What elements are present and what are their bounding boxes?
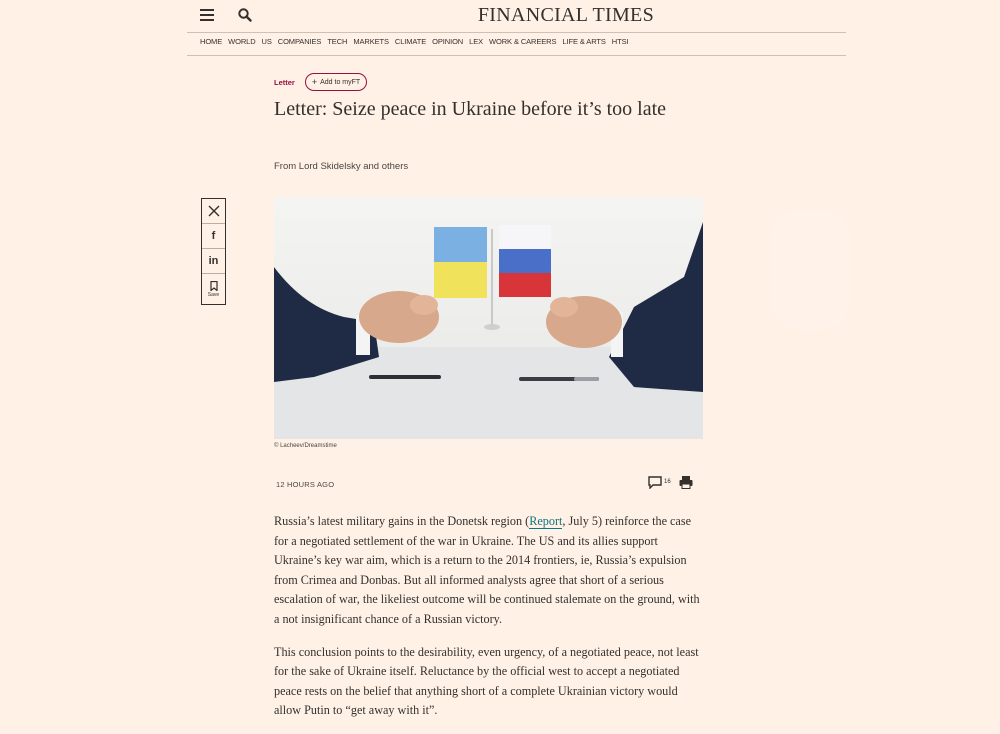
background-glow [770,210,850,330]
x-logo-icon [208,205,220,217]
nav-item-tech[interactable]: TECH [327,37,348,46]
linkedin-icon: in [208,255,219,267]
comment-count[interactable]: 16 [664,479,671,485]
nav-divider [187,55,846,56]
image-caption: © Lacheev/Dreamstime [274,443,337,449]
negotiation-illustration [274,197,703,439]
print-icon[interactable] [679,475,693,489]
nav-item-us[interactable]: US [261,37,272,46]
header-divider [187,32,846,33]
add-to-myft-button[interactable] [305,73,367,91]
share-facebook-button[interactable] [202,224,225,249]
nav-item-work-careers[interactable]: WORK & CAREERS [489,37,557,46]
topic-row [274,73,367,91]
search-icon[interactable] [237,7,253,23]
article-headline: Letter: Seize peace in Ukraine before it’s too late [274,98,667,120]
hero-image [274,197,703,439]
article-byline: From Lord Skidelsky and others [274,161,409,172]
topic-link[interactable]: Letter [274,77,295,87]
paragraph-text: , July 5) reinforce the case for a negotiated settlement of the war in Ukraine. The US and its allies support Ukraine’s key war aim, which is a return to the 2014 frontiers, ie, Russia’s expulsion from Crimea and Donbas. But all informed analysts agree that short of a serious escalation of war, the likeliest outcome will be continued stalemate on the ground, with a not insignificant chance of a Russian victory. [274,514,700,626]
nav-item-lex[interactable]: LEX [469,37,484,46]
nav-item-htsi[interactable]: HTSI [611,37,629,46]
plus-icon: + [311,77,318,87]
article-tools [648,475,693,489]
share-x-button[interactable] [202,199,225,224]
main-nav [200,37,634,51]
publish-timestamp: 12 HOURS AGO [276,480,335,489]
nav-item-opinion[interactable]: OPINION [432,37,464,46]
nav-item-home[interactable]: HOME [200,37,223,46]
article-paragraph [274,512,706,630]
nav-item-climate[interactable]: CLIMATE [394,37,427,46]
paragraph-text: Russia’s latest military gains in the Donetsk region ( [274,514,530,528]
comment-icon[interactable] [648,476,662,489]
site-logo[interactable]: FINANCIAL TIMES [477,4,654,26]
share-linkedin-button[interactable] [202,249,225,274]
nav-item-companies[interactable]: COMPANIES [277,37,322,46]
bookmark-icon [210,281,218,291]
article-body [274,512,706,734]
save-label: Save [207,291,220,298]
nav-item-life-arts[interactable]: LIFE & ARTS [562,37,606,46]
nav-item-world[interactable]: WORLD [228,37,256,46]
share-bar [201,198,226,305]
nav-item-markets[interactable]: MARKETS [353,37,389,46]
save-article-button[interactable] [202,274,225,304]
article-paragraph: This conclusion points to the desirability, even urgency, of a negotiated peace, not least for the sake of Ukraine itself. Reluctance by the official west to accept a negotiated peace rests on the belief that anything short of a complete Ukrainian victory would allow Putin to “get away with it”. [274,644,699,718]
hamburger-menu-icon[interactable] [200,9,214,21]
add-to-myft-label: Add to myFT [320,78,361,86]
top-bar [187,0,846,32]
facebook-icon: f [211,230,216,242]
report-link[interactable]: Report [529,514,563,528]
